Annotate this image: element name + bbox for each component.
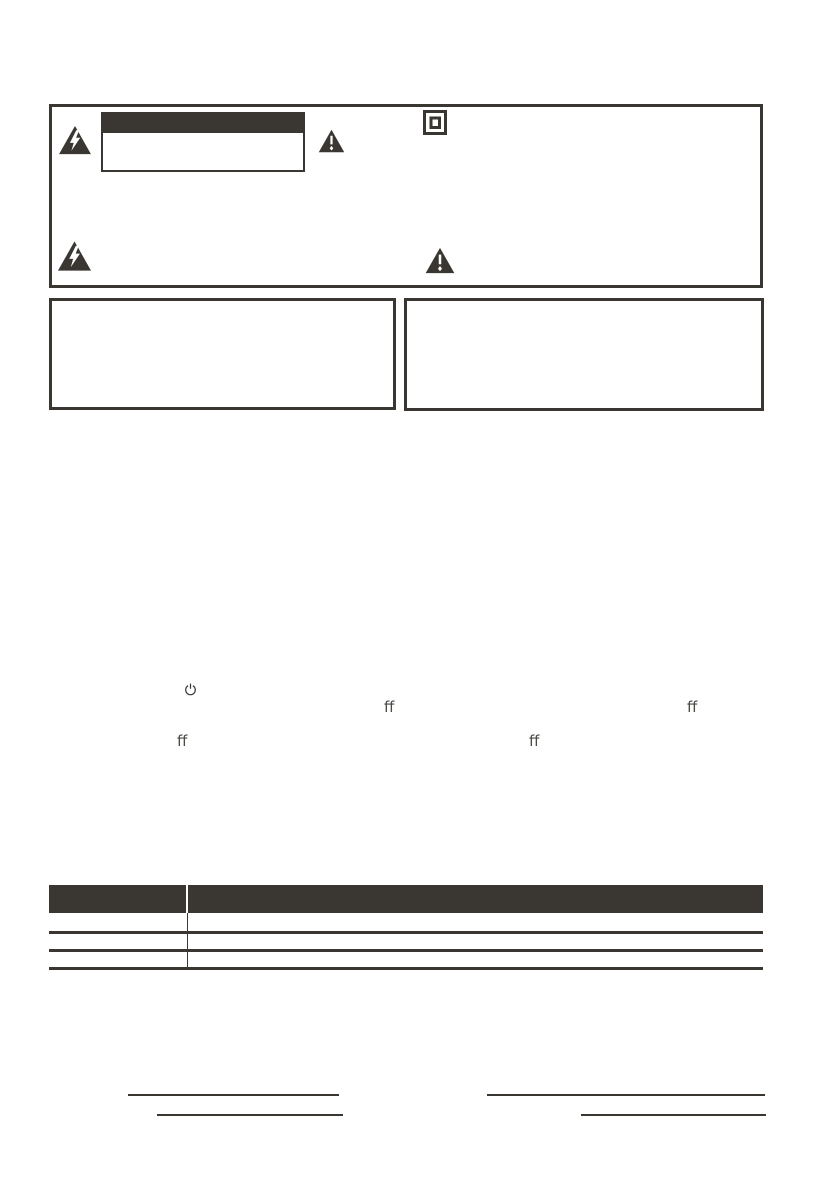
text-fragment: ff	[177, 732, 188, 750]
power-standby-icon	[184, 683, 197, 696]
fill-in-line	[581, 1114, 766, 1116]
text-fragment: ff	[529, 732, 540, 750]
fill-in-line	[157, 1114, 343, 1116]
class-ii-insulation-icon	[423, 110, 447, 135]
table-column-divider	[187, 913, 188, 970]
fill-in-line	[487, 1094, 765, 1096]
text-fragment: ff	[384, 698, 395, 716]
table-header-divider	[186, 885, 188, 913]
high-voltage-icon	[58, 125, 92, 155]
note-box-right	[404, 298, 764, 411]
caution-label-header	[103, 114, 303, 133]
high-voltage-icon	[57, 240, 92, 272]
note-box-left	[49, 298, 396, 410]
table-row	[49, 913, 763, 934]
alert-triangle-icon	[318, 127, 345, 155]
caution-label-body	[103, 133, 303, 170]
alert-triangle-icon	[423, 247, 457, 274]
fill-in-line	[128, 1094, 339, 1096]
table-row	[49, 934, 763, 952]
warning-panel	[49, 104, 763, 288]
text-fragment: ff	[687, 698, 698, 716]
caution-label-box	[101, 112, 305, 172]
table-row	[49, 952, 763, 970]
spec-table-header-row	[49, 885, 763, 913]
spec-table	[49, 885, 763, 971]
